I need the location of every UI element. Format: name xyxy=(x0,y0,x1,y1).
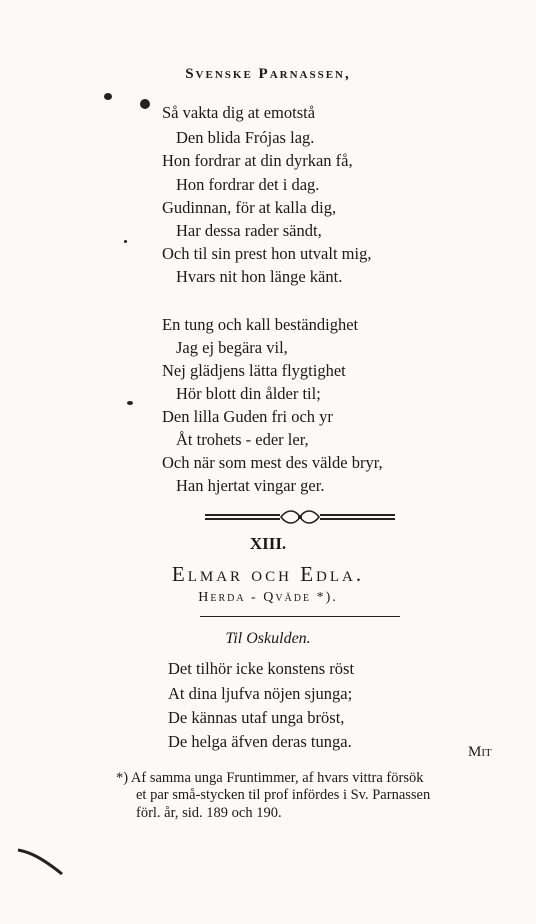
verse-line: Hon fordrar det i dag. xyxy=(176,175,320,194)
section-number: XIII. xyxy=(249,534,287,553)
ink-blot xyxy=(124,240,127,243)
poem-title: Elmar och Edla. xyxy=(171,562,365,586)
verse-line: Åt trohets - eder ler, xyxy=(176,430,309,449)
verse-line: De helga äfven deras tunga. xyxy=(168,732,352,751)
verse-line: Gudinnan, för at kalla dig, xyxy=(162,198,337,217)
ink-blot xyxy=(127,401,133,405)
dedication: Til Oskulden. xyxy=(225,630,311,647)
footnote-line: förl. år, sid. 189 och 190. xyxy=(136,805,282,821)
verse-line: Hör blott din ålder til; xyxy=(176,384,321,403)
verse-line: Nej glädjens lätta flygtighet xyxy=(162,361,346,380)
ink-blot xyxy=(104,93,112,100)
verse-line: Hon fordrar at din dyrkan få, xyxy=(162,151,353,170)
verse-line: Den lilla Guden fri och yr xyxy=(162,407,333,426)
title-rule xyxy=(200,616,400,617)
verse-line: At dina ljufva nöjen sjunga; xyxy=(168,684,353,703)
verse-line: Hvars nit hon länge känt. xyxy=(176,267,343,286)
footnote-line: *) Af samma unga Fruntimmer, af hvars vittra försök xyxy=(116,770,424,786)
ink-blot xyxy=(140,99,150,109)
verse-line: Och til sin prest hon utvalt mig, xyxy=(162,244,372,263)
verse-line: Så vakta dig at emotstå xyxy=(162,103,316,122)
verse-line: Har dessa rader sändt, xyxy=(176,221,322,240)
verse-line: Jag ej begära vil, xyxy=(176,338,288,357)
verse-line: Den blida Frójas lag. xyxy=(176,128,315,147)
running-header: Svenske Parnassen, xyxy=(185,66,351,82)
verse-line: Det tilhör icke konstens röst xyxy=(168,659,355,678)
verse-line: En tung och kall beständighet xyxy=(162,315,359,334)
verse-line: De kännas utaf unga bröst, xyxy=(168,708,345,727)
catchword: Mit xyxy=(468,744,492,760)
verse-line: Och när som mest des välde bryr, xyxy=(162,453,383,472)
footnote-line: et par små-stycken til prof infördes i Sv. Parnassen xyxy=(136,787,431,803)
poem-subtitle: Herda - Qväde *). xyxy=(198,590,338,605)
verse-line: Han hjertat vingar ger. xyxy=(176,476,325,495)
ink-stroke xyxy=(16,846,64,876)
ornament-divider xyxy=(205,509,395,525)
